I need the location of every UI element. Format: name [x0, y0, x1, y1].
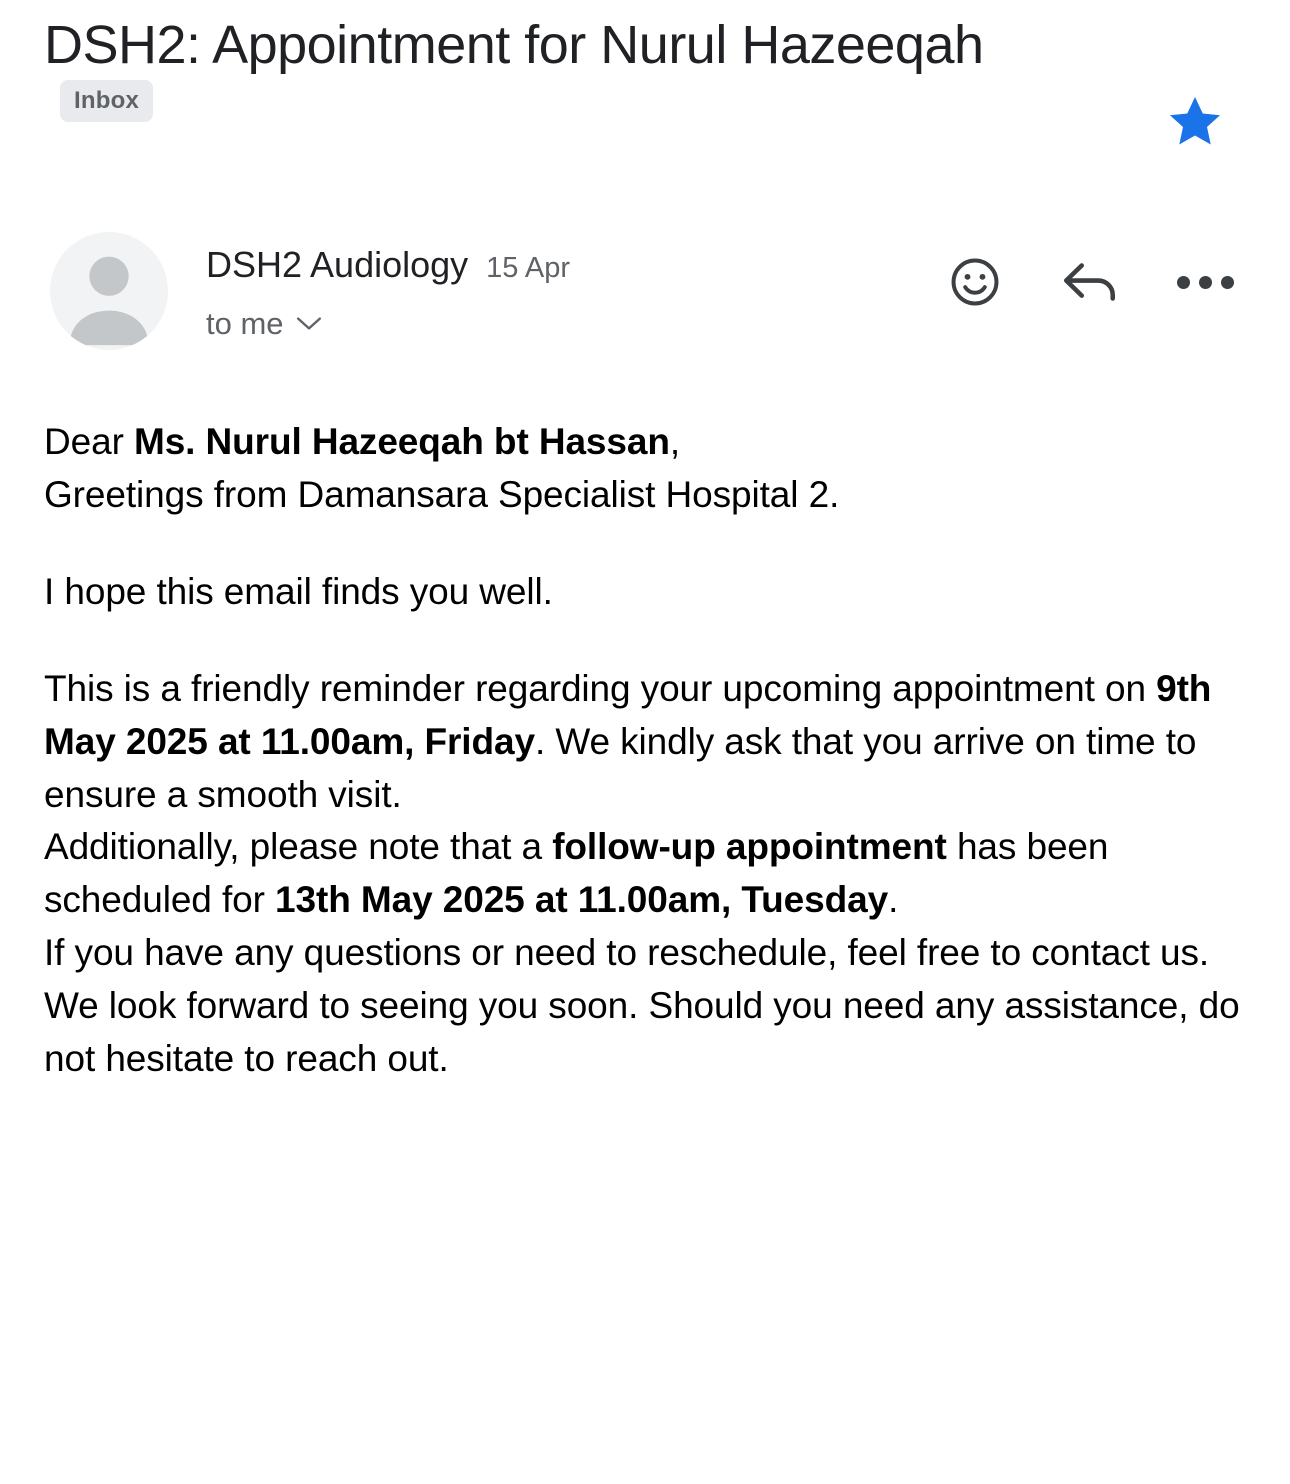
sender-line [206, 244, 947, 286]
message-actions [947, 232, 1246, 310]
followup-text-1: Additionally, please note that a [44, 826, 553, 868]
body-reminder-paragraph [44, 663, 1246, 822]
body-spacer [44, 619, 1246, 663]
reply-icon[interactable] [1059, 256, 1121, 308]
page-title [44, 14, 984, 138]
body-greeting [44, 416, 1246, 469]
followup-label: follow-up appointment [552, 826, 947, 868]
subject-header [44, 0, 1246, 152]
body-greetings-line: Greetings from Damansara Specialist Hospital 2. [44, 473, 840, 515]
sender-name[interactable]: DSH2 Audiology [206, 244, 469, 285]
status-badge[interactable]: Inbox [60, 80, 153, 123]
body-followup-paragraph [44, 821, 1246, 927]
recipient-label: to me [206, 306, 284, 341]
subject-line: DSH2: Appointment for Nurul Hazeeqah [44, 15, 984, 75]
sender-details [206, 232, 947, 342]
emoji-react-icon[interactable] [947, 254, 1003, 310]
recipient-name: Ms. Nurul Hazeeqah bt Hassan [133, 421, 670, 462]
appointment-datetime: 9th May 2025 at 11.00am, Friday [44, 667, 1212, 762]
body-spacer [44, 522, 1246, 566]
avatar[interactable] [50, 232, 168, 350]
body-hope-line: I hope this email finds you well. [44, 570, 553, 612]
star-button[interactable] [1164, 92, 1226, 152]
email-body [44, 416, 1246, 1086]
greeting-prefix: Dear [44, 421, 134, 462]
email-date: 15 Apr [486, 252, 571, 284]
greeting-suffix: , [669, 421, 681, 462]
sender-row [44, 232, 1246, 350]
followup-text-2: has been scheduled for [44, 826, 1109, 921]
followup-text-3: . [888, 879, 899, 921]
reminder-text-2: . We kindly ask that you arrive on time to ensure a smooth visit. [44, 720, 1197, 815]
body-closing-line: We look forward to seeing you soon. Should you need any assistance, do not hesitate to reach out. [44, 985, 1240, 1080]
more-options-icon[interactable] [1177, 276, 1234, 289]
reminder-text-1: This is a friendly reminder regarding your upcoming appointment on [44, 667, 1157, 709]
followup-datetime: 13th May 2025 at 11.00am, Tuesday [275, 879, 889, 921]
recipient-line[interactable] [206, 306, 947, 342]
body-questions-line: If you have any questions or need to reschedule, feel free to contact us. [44, 932, 1210, 974]
chevron-down-icon[interactable] [296, 316, 322, 332]
